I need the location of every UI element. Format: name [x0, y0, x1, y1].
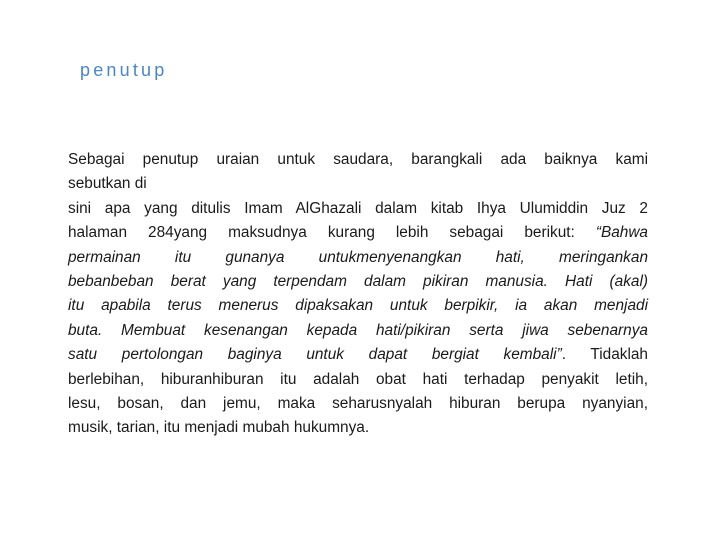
body-paragraph: [68, 148, 648, 441]
paragraph-line: [68, 197, 648, 221]
paragraph-line: [68, 294, 648, 318]
text-run: Sebagai penutup uraian untuk saudara, barangkali ada baiknya kami: [68, 151, 648, 168]
italic-text: buta. Membuat kesenangan kepada hati/pikiran serta jiwa sebenarnya: [68, 321, 648, 339]
paragraph-line: [68, 246, 648, 270]
italic-text: bebanbeban berat yang terpendam dalam pikiran manusia. Hati (akal): [68, 273, 648, 291]
paragraph-line: [68, 172, 648, 196]
paragraph-line: [68, 343, 648, 367]
paragraph-line: [68, 392, 648, 416]
paragraph-line: [68, 319, 648, 343]
paragraph-line: [68, 270, 648, 294]
italic-text: permainan itu gunanya untukmenyenangkan hati, meringankan: [68, 248, 648, 266]
italic-text: “Bahwa: [595, 224, 648, 242]
italic-text: satu pertolongan baginya untuk dapat bergiat kembali”: [68, 346, 562, 364]
text-run: sini apa yang ditulis Imam AlGhazali dalam kitab Ihya Ulumiddin Juz 2: [68, 199, 648, 217]
italic-text: itu apabila terus menerus dipaksakan untuk berpikir, ia akan menjadi: [68, 297, 648, 315]
text-run: berlebihan, hiburanhiburan itu adalah obat hati terhadap penyakit letih,: [68, 370, 648, 388]
paragraph-line: [68, 148, 648, 172]
paragraph-line: [68, 416, 648, 440]
text-run: lesu, bosan, dan jemu, maka seharusnyalah hiburan berupa nyanyian,: [68, 395, 648, 413]
slide-title: penutup: [80, 60, 168, 80]
paragraph-line: [68, 221, 648, 245]
paragraph-line: [68, 368, 648, 392]
text-run: musik, tarian, itu menjadi mubah hukumnya.: [68, 419, 370, 437]
text-run: halaman 284yang maksudnya kurang lebih sebagai berikut:: [68, 224, 596, 242]
text-run: . Tidaklah: [561, 346, 648, 364]
text-run: sebutkan di: [68, 175, 147, 193]
